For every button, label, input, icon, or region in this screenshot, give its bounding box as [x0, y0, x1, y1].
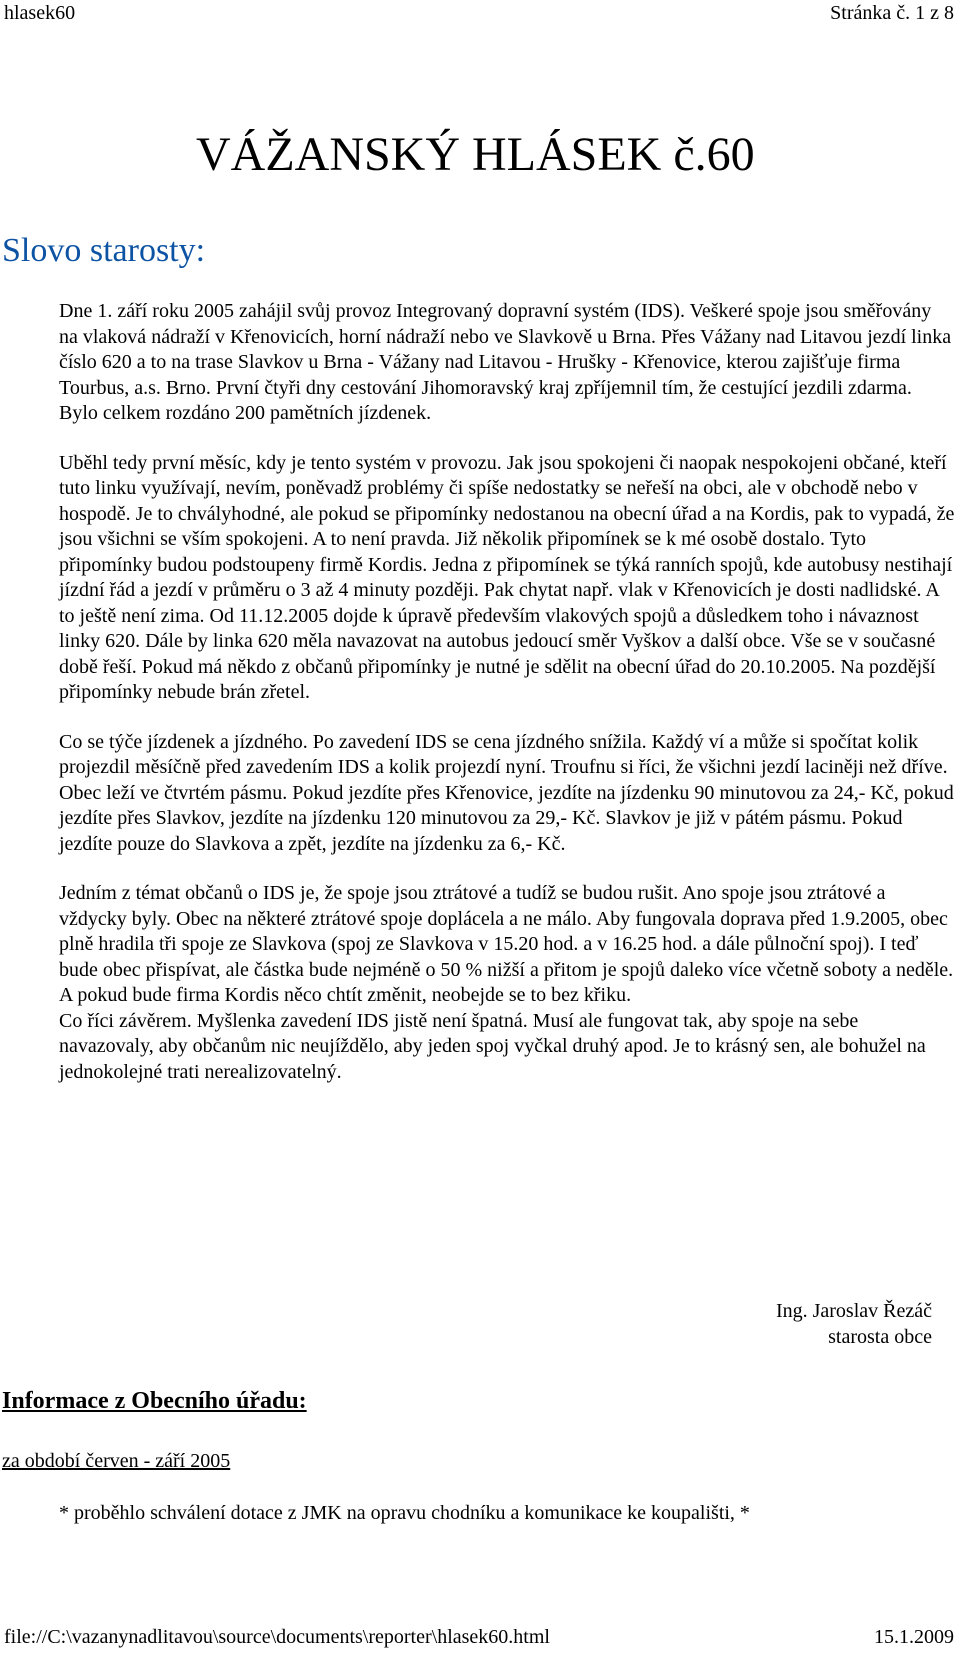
- document-name: hlasek60: [4, 1, 76, 24]
- signature-name: Ing. Jaroslav Řezáč: [775, 1300, 932, 1322]
- section-heading-office-info: Informace z Obecního úřadu:: [2, 1388, 307, 1414]
- paragraph: Co říci závěrem. Myšlenka zavedení IDS jistě není špatná. Musí ale fungovat tak, aby spoje na sebe navazovaly, aby občanům nic neujíždělo, aby jeden spoj vyčkal druhý apod. Je to krásný sen, ale bohužel na jednokolejné trati nerealizovatelný.: [59, 1009, 926, 1083]
- mayor-letter: [59, 299, 955, 1109]
- paragraph: Co se týče jízdenek a jízdného. Po zavedení IDS se cena jízdného snížila. Každý ví a může si spočítat kolik projezdil měsíčně před zavedením IDS a kolik projezdí nyní. Troufnu si říci, že všichni jezdí laciněji než dříve. Obec leží ve čtvrtém pásmu. Pokud jezdíte přes Křenovice, jezdíte na jízdenku 90 minutovou za 24,- Kč, pokud jezdíte přes Slavkov, jezdíte na jízdenku 120 minutovou za 29,- Kč. Slavkov je již v pátém pásmu. Pokud jezdíte pouze do Slavkova a zpět, jezdíte na jízdenku za 6,- Kč.: [59, 730, 954, 855]
- page-header: [4, 0, 954, 26]
- paragraph: Uběhl tedy první měsíc, kdy je tento systém v provozu. Jak jsou spokojeni či naopak nespokojeni občané, kteří tuto linku využívají, nevím, poněvadž problémy či spíše nedostatky se neřeší na obci, ale v obchodě nebo v hospodě. Je to chvályhodné, ale pokud se připomínky nedostanou na obecní úřad a na Kordis, pak to vypadá, že jsou všichni se vším spokojeni. A to není pravda. Již několik připomínek se k mé osobě dostalo. Tyto připomínky budou podstoupeny firmě Kordis. Jedna z připomínek se týká ranních spojů, kde autobusy nestihají jízdní řád a jezdí v průměru o 3 až 4 minuty později. Pak chytat např. vlak v Křenovicích je dosti nadlidské. A to ještě není zima. Od 11.12.2005 dojde k úpravě především vlakových spojů a důsledkem toho i návaznost linky 620. Dále by linka 620 měla navazovat na autobus jedoucí směr Vyškov a další obce. Vše se v současné době řeší. Pokud má někdo z občanů připomínky je nutné je sdělit na obecní úřad do 20.10.2005. Na pozdější připomínky nebude brán zřetel.: [59, 451, 955, 703]
- page-footer: [4, 1624, 954, 1650]
- signature-block: [776, 1298, 932, 1350]
- page-number: Stránka č. 1 z 8: [830, 1, 954, 24]
- section-heading-mayor: Slovo starosty:: [2, 232, 206, 269]
- period-label: za období červen - září 2005: [2, 1450, 231, 1472]
- paragraph: Dne 1. září roku 2005 zahájil svůj provoz Integrovaný dopravní systém (IDS). Veškeré spoje jsou směřovány na vlaková nádraží v Křenovicích, horní nádraží nebo ve Slavkově u Brna. Přes Vážany nad Litavou jezdí linka číslo 620 a to na trase Slavkov u Brna - Vážany nad Litavou - Hrušky - Křenovice, kterou zajišťuje firma Tourbus, a.s. Brno. První čtyři dny cestování Jihomoravský kraj zpříjemnil tím, že cestující jezdili zdarma. Bylo celkem rozdáno 200 pamětních jízdenek.: [59, 300, 952, 424]
- newsletter-title: VÁŽANSKÝ HLÁSEK č.60: [196, 128, 755, 181]
- signature-role: starosta obce: [828, 1326, 932, 1348]
- print-date: 15.1.2009: [874, 1625, 954, 1648]
- paragraph: Jedním z témat občanů o IDS je, že spoje jsou ztrátové a tudíž se budou rušit. Ano spoje jsou ztrátové a vždycky byly. Obec na některé ztrátové spoje doplácela a ne málo. Aby fungovala doprava před 1.9.2005, obec plně hradila tři spoje ze Slavkova (spoj ze Slavkova v 15.20 hod. a v 16.25 hod. a dále půlnoční spoj). I teď bude obec přispívat, ale částka bude nejméně o 50 % nižší a přitom je spojů daleko více včetně soboty a neděle. A pokud bude firma Kordis něco chtít změnit, neobejde se to bez křiku.: [59, 882, 954, 1006]
- info-item: * proběhlo schválení dotace z JMK na opravu chodníku a komunikace ke koupališti, *: [59, 1502, 750, 1524]
- file-path: file://C:\vazanynadlitavou\source\documents\reporter\hlasek60.html: [4, 1625, 550, 1648]
